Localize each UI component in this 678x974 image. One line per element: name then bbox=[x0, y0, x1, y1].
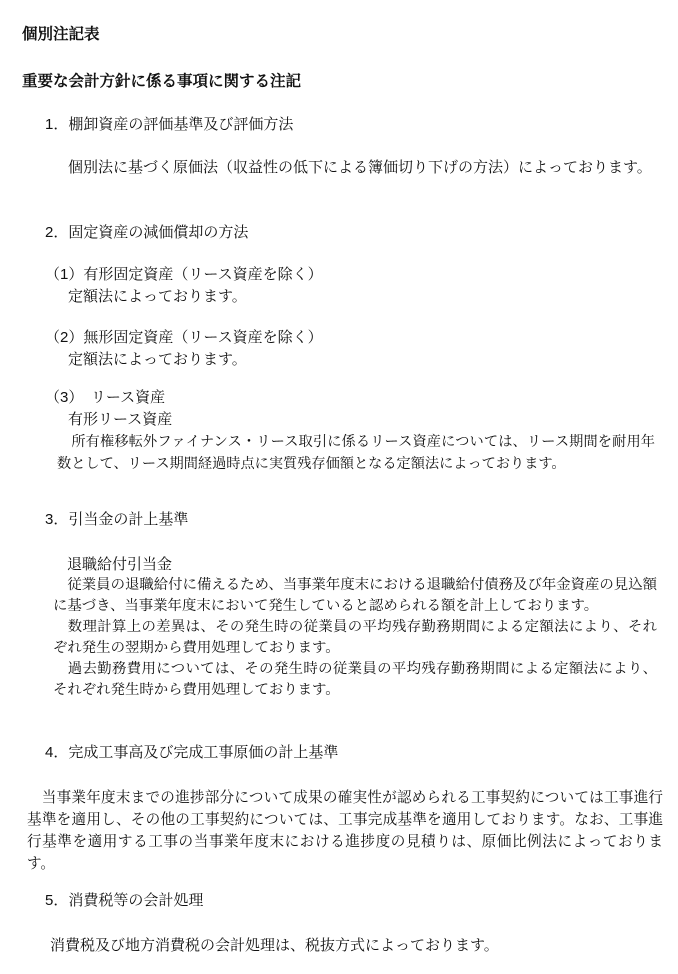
section2-item1-body: 定額法によっております。 bbox=[68, 288, 247, 305]
section2-item2-body: 定額法によっております。 bbox=[68, 351, 247, 368]
section1-title: 1．棚卸資産の評価基準及び評価方法 bbox=[45, 116, 294, 133]
section2-item3-label: （3） リース資産 bbox=[45, 389, 166, 406]
section2-item2-label: （2）無形固定資産（リース資産を除く） bbox=[45, 329, 323, 346]
section3-paragraph-3: 過去勤務費用については、その発生時の従業員の平均残存勤務期間による定額法により、それぞれ発生時から費用処理しております。 bbox=[53, 661, 657, 698]
section1-body: 個別法に基づく原価法（収益性の低下による簿価切り下げの方法）によっております。 bbox=[68, 159, 652, 176]
section5-title: 5．消費税等の会計処理 bbox=[45, 892, 204, 909]
section2-item3-sublabel: 有形リース資産 bbox=[68, 411, 173, 428]
section5-body: 消費税及び地方消費税の会計処理は、税抜方式によっております。 bbox=[50, 937, 499, 954]
section2-title: 2．固定資産の減価償却の方法 bbox=[45, 224, 249, 241]
section3-paragraph-2: 数理計算上の差異は、その発生時の従業員の平均残存勤務期間による定額法により、それぞれ発生の翌期から費用処理しております。 bbox=[53, 619, 657, 656]
section2-item3-body: 所有権移転外ファイナンス・リース取引に係るリース資産については、リース期間を耐用年数として、リース期間経過時点に実質残存価額となる定額法によっております。 bbox=[57, 434, 655, 472]
section2-item1-label: （1）有形固定資産（リース資産を除く） bbox=[45, 266, 323, 283]
section4-body: 当事業年度末までの進捗部分について成果の確実性が認められる工事契約については工事進行基準を適用し、その他の工事契約については、工事完成基準を適用しております。なお、工事進行基準を適用する工事の当事業年度末における進捗度の見積りは、原価比例法によっております。 bbox=[27, 790, 663, 872]
section3-sublabel: 退職給付引当金 bbox=[67, 556, 173, 573]
section3-title: 3．引当金の計上基準 bbox=[45, 511, 189, 528]
section4-title: 4．完成工事高及び完成工事原価の計上基準 bbox=[45, 744, 339, 761]
accounting-policies-heading: 重要な会計方針に係る事項に関する注記 bbox=[22, 73, 302, 90]
document-title: 個別注記表 bbox=[22, 26, 100, 43]
section3-paragraph-1: 従業員の退職給付に備えるため、当事業年度末における退職給付債務及び年金資産の見込額に基づき、当事業年度末において発生していると認められる額を計上しております。 bbox=[53, 577, 657, 614]
